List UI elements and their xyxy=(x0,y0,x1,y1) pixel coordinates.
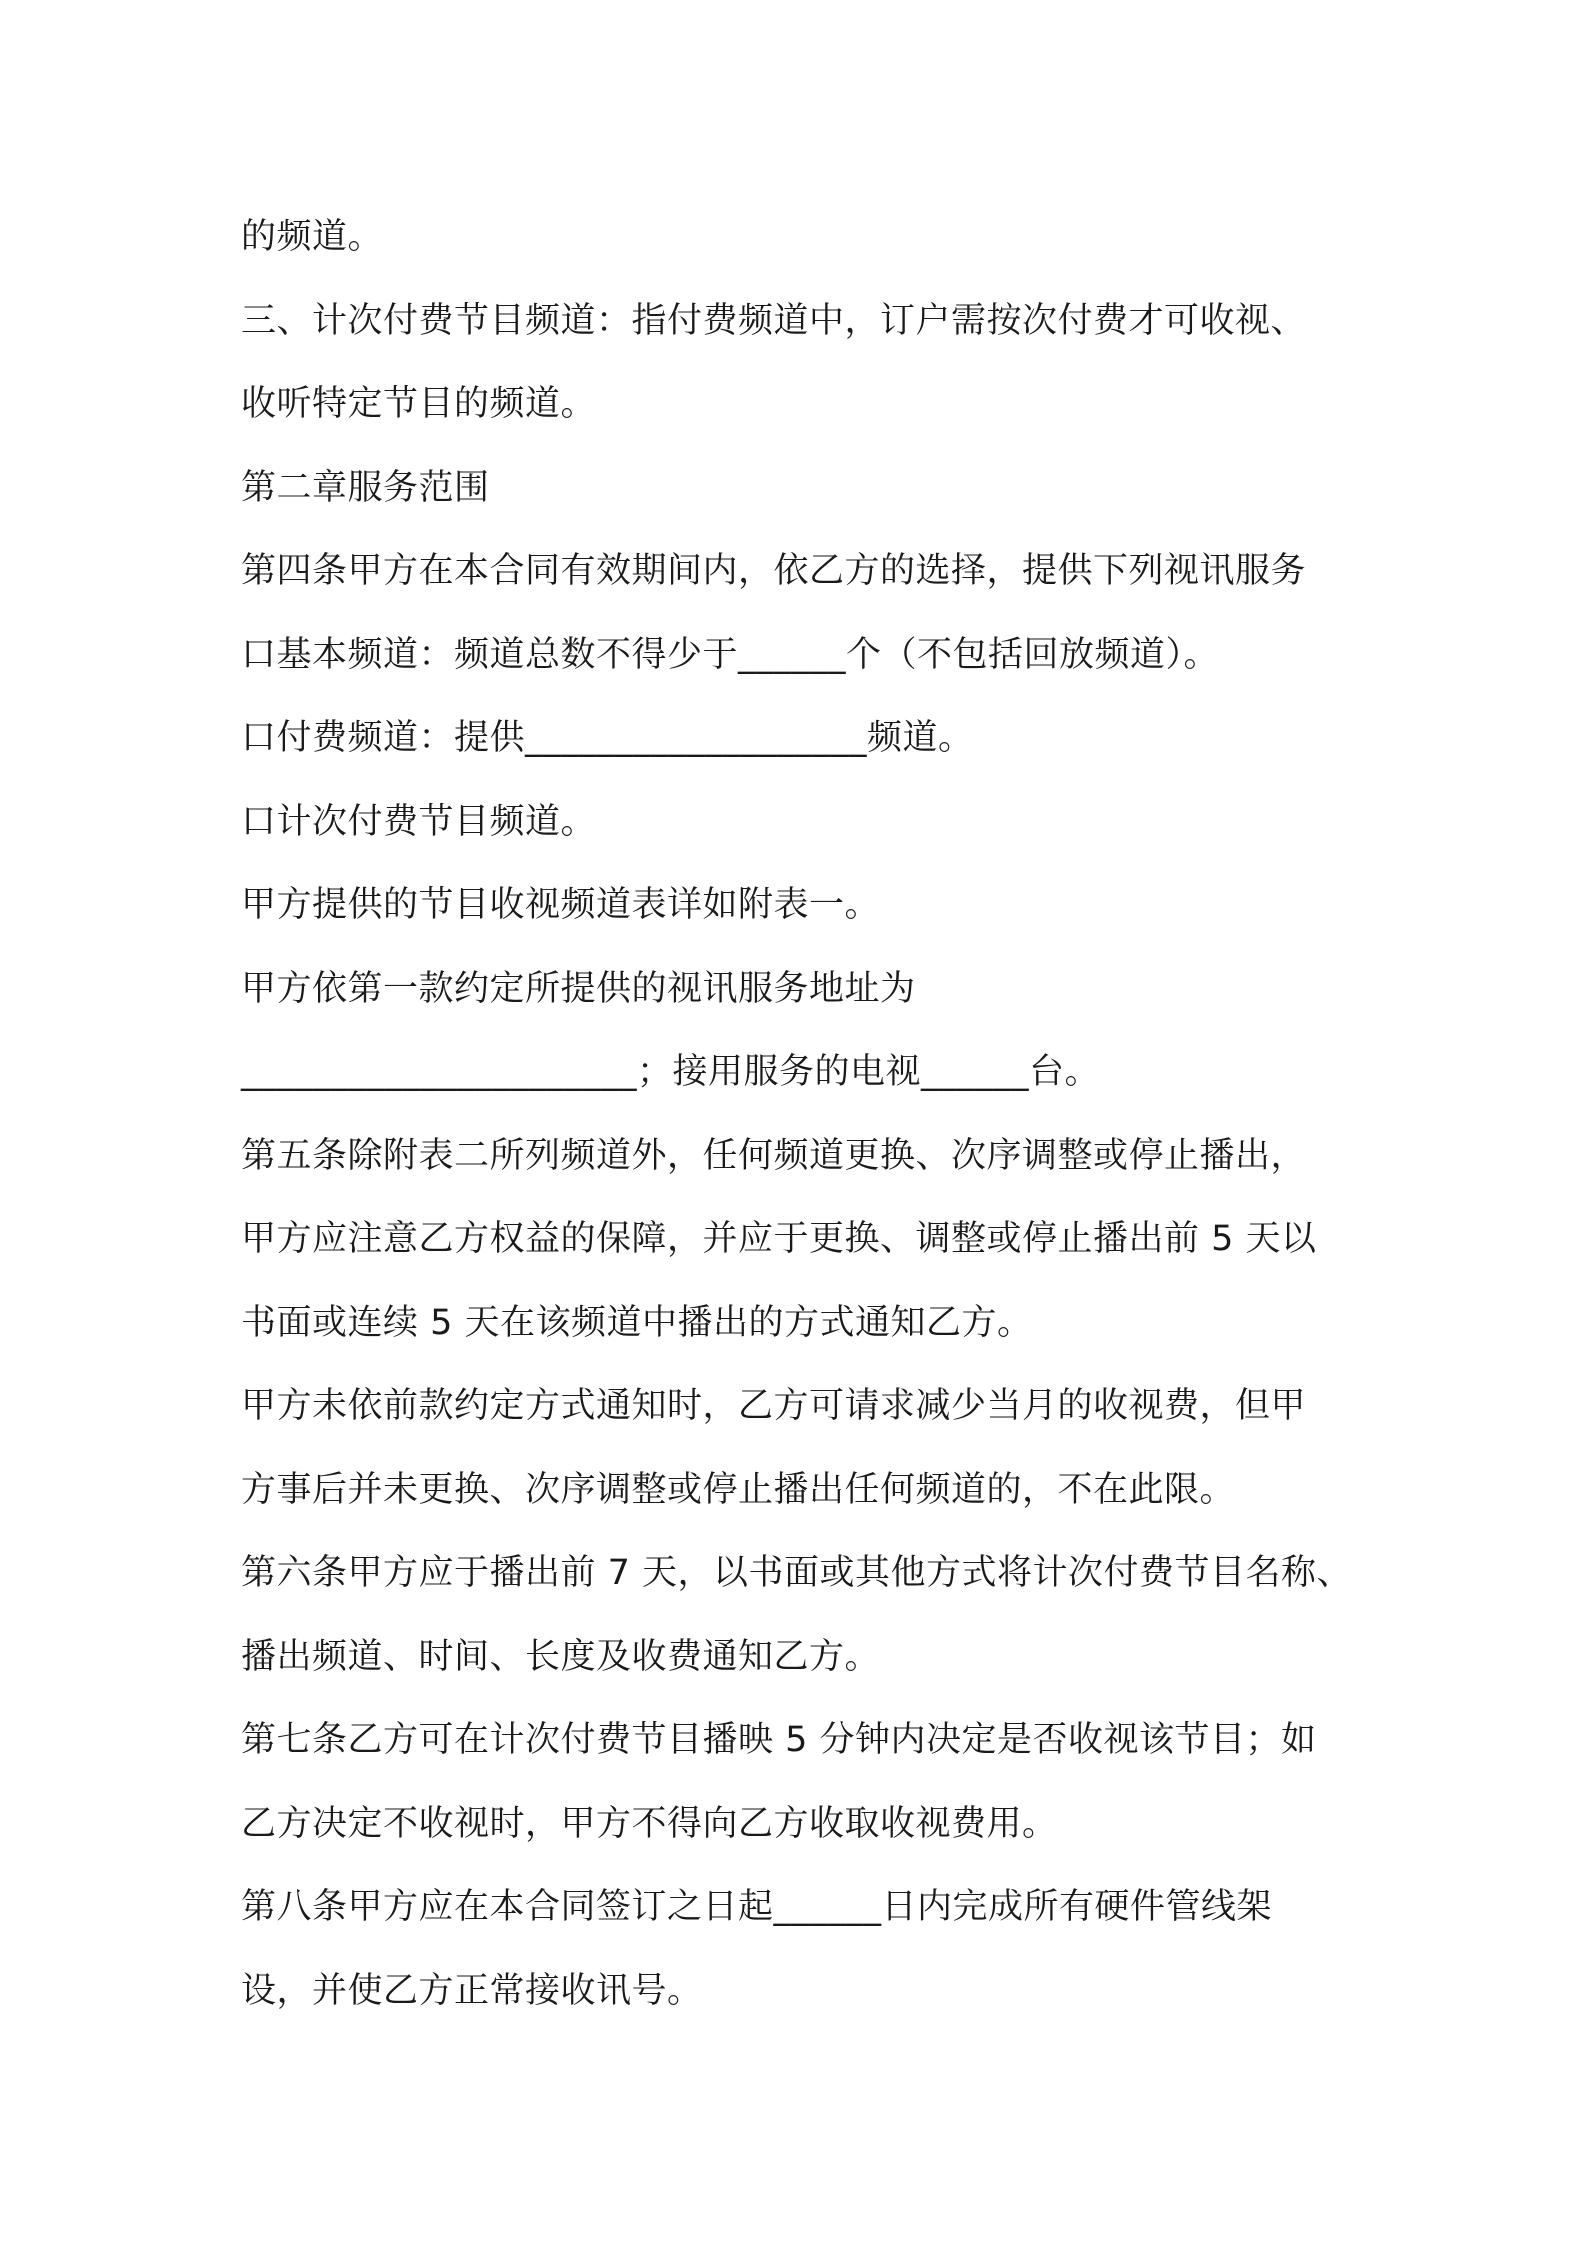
text-line: 甲方未依前款约定方式通知时，乙方可请求减少当月的收视费，但甲 xyxy=(241,1386,1307,1426)
text-line: 第七条乙方可在计次付费节目播映 5 分钟内决定是否收视该节目；如 xyxy=(241,1720,1317,1760)
text-line: 第四条甲方在本合同有效期间内，依乙方的选择，提供下列视讯服务 xyxy=(241,551,1307,591)
text-line: 甲方提供的节目收视频道表详如附表一。 xyxy=(241,885,881,925)
text-line: 书面或连续 5 天在该频道中播出的方式通知乙方。 xyxy=(241,1302,1033,1343)
text-line: 收听特定节目的频道。 xyxy=(241,384,597,424)
text-line: 播出频道、时间、长度及收费通知乙方。 xyxy=(241,1636,881,1677)
text-line: ______________________；接用服务的电视______台。 xyxy=(241,1052,1101,1092)
text-line: 第八条甲方应在本合同签订之日起______日内完成所有硬件管线架 xyxy=(241,1887,1273,1927)
text-line: 设，并使乙方正常接收讯号。 xyxy=(241,1970,703,2011)
text-line: 方事后并未更换、次序调整或停止播出任何频道的，不在此限。 xyxy=(241,1469,1236,1510)
checkbox-option-line: 口计次付费节目频道。 xyxy=(241,801,597,842)
checkbox-option-line: 口基本频道：频道总数不得少于______个（不包括回放频道）。 xyxy=(241,634,1220,675)
text-line: 乙方决定不收视时，甲方不得向乙方收取收视费用。 xyxy=(241,1803,1058,1844)
checkbox-option-line: 口付费频道：提供___________________频道。 xyxy=(241,718,974,758)
text-line: 甲方应注意乙方权益的保障，并应于更换、调整或停止播出前 5 天以 xyxy=(241,1219,1317,1259)
text-line: 三、计次付费节目频道：指付费频道中，订户需按次付费才可收视、 xyxy=(241,300,1307,341)
text-line: 甲方依第一款约定所提供的视讯服务地址为 xyxy=(241,968,916,1009)
text-line: 第五条除附表二所列频道外，任何频道更换、次序调整或停止播出， xyxy=(241,1135,1307,1176)
text-line: 第六条甲方应于播出前 7 天，以书面或其他方式将计次付费节目名称、 xyxy=(241,1553,1353,1593)
text-line: 的频道。 xyxy=(241,217,384,257)
document-body xyxy=(241,196,1371,2033)
chapter-heading: 第二章服务范围 xyxy=(241,467,490,508)
